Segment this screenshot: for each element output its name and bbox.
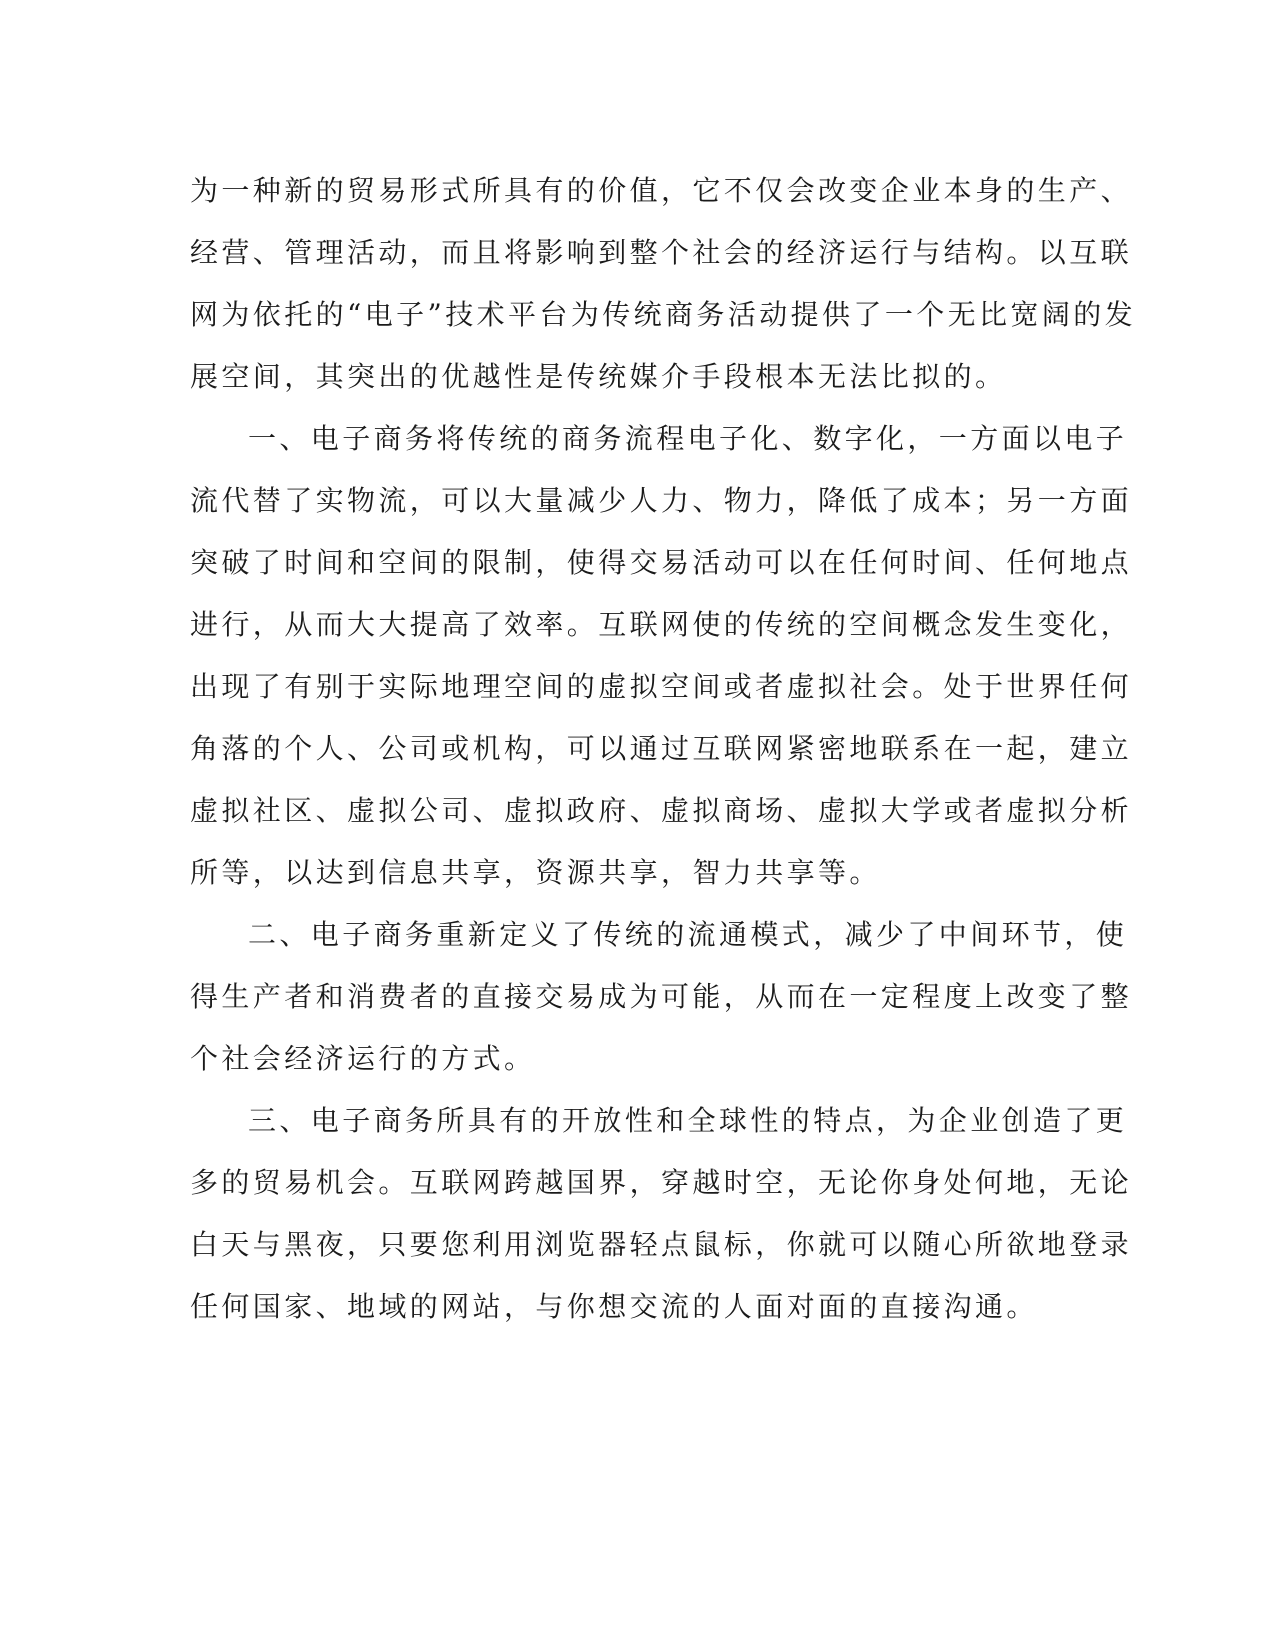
text-line: 白天与黑夜，只要您利用浏览器轻点鼠标，你就可以随心所欲地登录 <box>190 1228 1133 1261</box>
text-line: 虚拟社区、虚拟公司、虚拟政府、虚拟商场、虚拟大学或者虚拟分析 <box>190 794 1133 827</box>
paragraph-first-line: 二、电子商务重新定义了传统的流通模式，减少了中间环节，使 <box>248 918 1128 951</box>
text-line: 网为依托的“电子”技术平台为传统商务活动提供了一个无比宽阔的发 <box>190 298 1137 331</box>
text-line: 为一种新的贸易形式所具有的价值，它不仅会改变企业本身的生产、 <box>190 174 1133 207</box>
text-line: 流代替了实物流，可以大量减少人力、物力，降低了成本；另一方面 <box>190 484 1133 517</box>
document-body <box>190 160 1137 1338</box>
text-line: 展空间，其突出的优越性是传统媒介手段根本无法比拟的。 <box>190 360 1007 393</box>
text-line: 多的贸易机会。互联网跨越国界，穿越时空，无论你身处何地，无论 <box>190 1166 1133 1199</box>
text-line: 任何国家、地域的网站，与你想交流的人面对面的直接沟通。 <box>190 1290 1038 1323</box>
paragraph-first-line: 一、电子商务将传统的商务流程电子化、数字化，一方面以电子 <box>248 422 1128 455</box>
text-line: 进行，从而大大提高了效率。互联网使的传统的空间概念发生变化， <box>190 608 1133 641</box>
text-line: 个社会经济运行的方式。 <box>190 1042 536 1075</box>
text-line: 突破了时间和空间的限制，使得交易活动可以在任何时间、任何地点 <box>190 546 1133 579</box>
paragraph-first-line: 三、电子商务所具有的开放性和全球性的特点，为企业创造了更 <box>248 1104 1128 1137</box>
text-line: 得生产者和消费者的直接交易成为可能，从而在一定程度上改变了整 <box>190 980 1133 1013</box>
text-line: 经营、管理活动，而且将影响到整个社会的经济运行与结构。以互联 <box>190 236 1133 269</box>
text-line: 所等，以达到信息共享，资源共享，智力共享等。 <box>190 856 881 889</box>
text-line: 出现了有别于实际地理空间的虚拟空间或者虚拟社会。处于世界任何 <box>190 670 1133 703</box>
text-line: 角落的个人、公司或机构，可以通过互联网紧密地联系在一起，建立 <box>190 732 1133 765</box>
